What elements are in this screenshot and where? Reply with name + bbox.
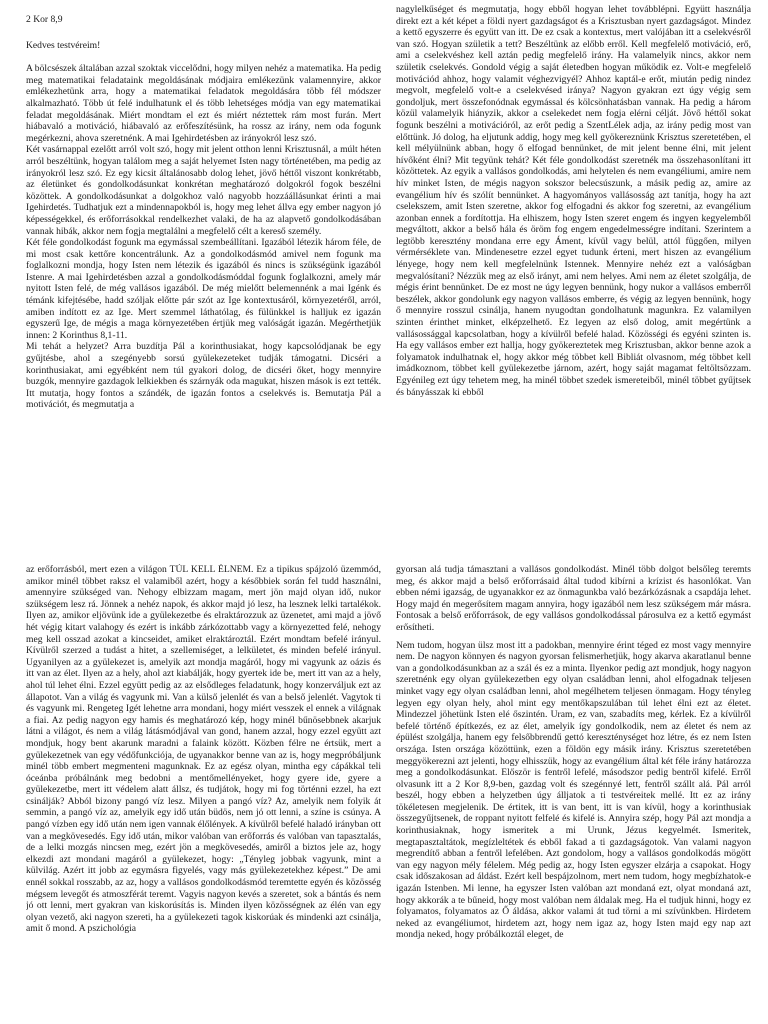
paragraph: Két vasárnappal ezelőtt arról volt szó, hogy mit jelent otthon lenni Krisztusnál, a múlt héten arról beszéltünk, hogyan találom meg a saját helyemet Isten nagy történetében, ma pedig az irányokról lesz szó. Ez egy kicsit általánosabb dolog lehet, jövő héttől viszont konkrétabb, az életünket és gondolkodásunkat konkrétan meghatározó dolgokról fogok beszélni közöttek. A gondolkodásunkat a dolgokhoz való nagyobb hozzáállásunkat érinti a mai Igehirdetés. Tudhatjuk ezt a mindennapokból is, hogy meg lehet állva egy ember nagyon jó képességekkel, és erőforrásokkal rendelkezhet valaki, de ha az alapvető gondolkodásában vannak hibák, akkor nem fogja megtalálni a megfelelő célt a kereső személy. <box>26 144 381 237</box>
page-bottom-left-column <box>26 564 381 1024</box>
paragraph: A bölcsészek általában azzal szoktak viccelődni, hogy milyen nehéz a matematika. Ha pedig meg matematikai feladataink megoldásának módjaira emlékezünk valamennyire, akkor emlékezhetünk arra, hogy a matematikai feladatok megoldására több fél módszer alkalmazható. Több út felé indulhatunk el és több lehetséges módja van egy matematikai feladat megoldásának. Miért mondtam el ezt és miért néztettek rám most furán. Mert hiábavaló a motiváció, hiábavaló az erőfeszítésünk, ha rossz az irány, nem oda fogunk megérkezni, ahova szeretnénk. A mai Igehirdetésben az irányokról lesz szó. <box>26 63 381 144</box>
paragraph: gyorsan alá tudja támasztani a vallásos gondolkodást. Minél több dolgot belsőleg teremts meg, és akkor majd a belső erőforrásaid által tudod kibírni a krízist és hasonlókat. Van ebben némi igazság, de ugyanakkor ez az önmagunkba való bezárkózásnak a csapdája lehet. Hogy majd én megerősítem magam annyira, hogy igazából nem lesz szükségem már másra. Fontosak a belső erőforrások, de egy vallásos gondolkodással párosulva ez a kettő egymást erősítheti. <box>396 564 751 633</box>
paragraph: nagylelkűséget és megmutatja, hogy ebből hogyan lehet továbblépni. Együtt használja direkt ezt a két képet a földi nyert gazdagságot és a Krisztusban nyert gazdagságot. Mindez a kettő egyszerre és együtt van itt. De ez csak a kontextus, mert valójában itt a cselekvésről van szó. Hogyan születik a tett? Beszéltünk az előbb erről. Kell megfelelő motiváció, erő, ami a cselekvéshez kell aztán pedig megfelelő irány. Ha valamelyik nincs, akkor nem születik cselekvés. Gondold végig a saját életedben hogyan működik ez. Volt-e megfelelő motivációd ahhoz, hogy valamit véghezvigyél? Ahhoz kaptál-e erőt, miután pedig nindez megvolt, megfelelő volt-e a cselekvésed iránya? Nagyon gyakran ezt úgy végig sem gondoljuk, mert összefonódnak egymással és kölcsönhatásban vannak. Ha pedig a három közül valamelyik hiányzik, akkor a cselekedet nem fogja elérni célját. Jövő héttől sokat fogunk beszélni a motivációról, az erőt pedig a SzentLélek adja, az irány pedig most van előttünk. Jó dolog, ha eljutunk addig, hogy meg kell gyökereznünk Krisztus szeretetében, el kell mélyülnünk abban, hogy ő elfogad bennünket, de mit jelent benne élni, mit jelent hívőként élni? Mit tegyünk tehát? Két féle gondolkodást szeretnék ma összehasonlítani itt közöttetek. Az egyik a vallásos gondolkodás, ami helytelen és nem evangéliumi, amire nem hív minket Isten, de mégis nagyon sokszor belecsúszunk, a másik pedig az, amire az evangélium hív és szólít bennünket. A hagyományos vallásosság azt tanítja, hogy ha azt cselekszem, amit Isten szeretne, akkor fog elfogadni és akkor fog szeretni, az evangélium azonban ennek a fordítottja. Ha elhiszem, hogy Isten szeret engem és ingyen kegyelemből megváltott, akkor a belső hála és öröm fog engem engedelmességre indítani. Szerintem a legtöbb keresztény mondana erre egy Áment, kívül vagy belül, attól függően, milyen vérmérséklete van. Mindenesetre ezzel egyet tudunk érteni, mert hiszen az evangélium lényege, hogy nem kell megfelelnünk Istennek. Mennyire nehéz ezt a valóságban megvalósítani? Nézzük meg az első irányt, ami nem helyes. Ami nem az életet szolgálja, de mégis érint bennünket. De ez most ne úgy legyen bennünk, hogy nukor a vallásos emberről beszélek, akkor gondolunk egy nagyon vallásos emberre, és végig az legyen bennünk, hogy ő mennyire rosszul csinálja, hanem nyugodtan gondolhatunk magunkra. Ez valamilyen szinten érinthet minket, elképzelhető. Ez legyen az első dolog, amit megértünk a vallásossággal kapcsolatban, hogy a kívülről befelé halad. Közösségi és egyéni szinten is. Ha egy vallásos ember ezt hallja, hogy gyökereztetek meg Krisztusban, akkor benne azok a folyamatok indulhatnak el, hogy akkor még többet kell Bibliát olvasnom, még többet kell imádkoznom, többet kell gyülekezetbe járnom, azért, hogy saját magamat feltöltsözzam. Egyénileg ezt úgy tehetem meg, ha minél többet szedek ismereteiből, minél többet gyűjtsek és bányásszak ki ebből <box>396 4 751 398</box>
page-top-right-column <box>396 4 751 508</box>
bible-reference-heading: 2 Kor 8,9 <box>26 14 63 25</box>
paragraph: Két féle gondolkodást fogunk ma egymással szembeállítani. Igazából létezik három féle, de mi most csak kettőre koncentrálunk. Az a gondolkodásmód amivel nem fogunk ma foglalkozni mondja, hogy Isten nem létezik és igazából és nincs is szükségünk igazából Istenre. A mai Igehirdetésben azzal a gondolkodásmóddal fogunk foglalkozni, amely már nyitott Isten felé, de még vallásos igazából. De még mielőtt belemennénk a mai Igénk és témánk kifejtésébe, hadd szóljak előtte pár szót az Ige kontextusáról, környezetéről, arról, amiben indított ez az Ige. Mert szemmel láthatólag, és fülünkkel is halljuk ez igazán egyszerű Ige, de mégis a maga környezetében értjük meg valóságát igazán. Megérthetjük innen: 2 Korinthus 8,1-11. <box>26 237 381 341</box>
paragraph: Nem tudom, hogyan ülsz most itt a padokban, mennyire érint téged ez most vagy mennyire nem. De nagyon könnyen és nagyon gyorsan felismerhetjük, hogy akarva akaratlanul benne van a gondolkodásunkban az a szál és ez a minta. Ilyenkor pedig azt mondjuk, hogy nagyon szeretnénk egy olyan gyülekezetben egy olyan családban lenni, ahol elfogadnak teljesen minket vagy egy olyan családban lenni, ahol megélhetem teljesen önmagam. Hogy tényleg legyen egy olyan hely, ahol mint egy mentőkapszulában túl lehet élni ezt az életet. Mindezzel jöhetünk Isten elé őszintén. Uram, ez van, szabadíts meg, kérlek. Ez a kívülről befelé történő építkezés, ez az élet, amelyik így gondolkodik, nem az életet és nem az épülést szolgálja, hanem egy felsőbbrendű gettó kereszténységet hoz létre, és ez nem Isten országa. Isten országa közöttünk, ezen a földön egy másik irány. Krisztus szeretetében meggyökerezni azt jelenti, hogy elhisszük, hogy az evangélium által két féle irány határozza meg a gondolkodásunkat. Először is fentről lefelé, másodszor pedig bentről kifelé. Erről olvasunk itt a 2 Kor 8,9-ben, gazdag volt és szegénnyé lett, fentről szállt alá. Pál arról beszél, hogy ebben a helyzetben úgy álljatok a ti testvéreitek mellé. Itt ez az irány tökéletesen megjelenik. De értitek, itt is van bent, itt is van kívül, hogy a korinthusiak összegyűjtsenek, de roppant nyitott felfelé és kifelé is. Annyira szép, hogy Pál azt mondja a korinthusiaknak, hogy ismeritek a mi Urunk, Jézus kegyelmét. Ismeritek, megtapasztaltátok, megízleltétek és ebből fakad a ti gazdagságotok. Van valami nagyon megrendítő abban a fentről lefelében. Azt gondolom, hogy a vallásos gondolkodás mögött van egy nagyon mély félelem. Még pedig az, hogy Isten egyszer elzárja a csapokat. Hogy csak időszakosan ad áldást. Ezért kell bespájzolnom, mert nem tudom, hogy megbízhatok-e igazán Istenben. Mi lenne, ha egyszer Isten valóban azt mondaná ezt, olyat mondaná azt, hogy akkorák a te bűneid, hogy most valóban nem áldalak meg. Ha el tudjuk hinni, hogy ez folyamatos, folyamatos az Ő áldása, akkor valami át tud törni a mi szívünkben. Hirdetem neked az evangéliumot, hirdetem azt, hogy nem igaz az, hogy Isten majd egy nap azt mondja neked, hogy próbálkoztál eleget, de <box>396 639 751 941</box>
salutation: Kedves testvéreim! <box>26 39 101 51</box>
document-page-bottom <box>0 512 768 1024</box>
paragraph: az erőforrásból, mert ezen a világon TÚL KELL ÉLNEM. Ez a tipikus spájzoló üzemmód, amikor minél többet raksz el valamiből azért, hogy a későbbiek során fel tudd használni, amennyire szükséged van. Nehogy elbizzam magam, mert jön majd olyan idő, nukor szükségem lesz rá. Jönnek a nehéz napok, és akkor majd jó lesz, ha lesznek lelki tartalékok. Ilyen az, amikor eljövünk ide a gyülekezetbe és elraktározzuk az üzenetet, ami majd a jövő hét végig kitart valahogy és ezért is inkább zárkózottabb vagy a környezetted felé, nehogy meg kell osszad azokat a kincseidet, amiket elraktároztál. Ezért mondtam befelé irányul. Kívülről szerzed a tudást a hitet, a szellemiséget, a lelkületet, és minden befelé irányul. Ugyanilyen az a gyülekezet is, amelyik azt mondja magáról, hogy mi vagyunk az oázis és itt van az élet. Ilyen az a hely, ahol azt kiabálják, hogy gyertek ide be, mert itt van az a hely, ahol túl lehet élni. Ezzel együtt pedig az az elsődleges feladatunk, hogy konzerváljuk ezt az állapotot. Van a világ és vagyunk mi. Van a külső jelenlét és van a belső jelenlét. Vagytok ti és vagyunk mi. Rengeteg Igét lehetne arra mondani, hogy miért vesszek el ennek a világnak a fiai. Az pedig nagyon egy hamis és meghatározó kép, hogy minél bűnösebbnek akarjuk látni a világot, és nem a világ látásmódjával van gond, hanem azzal, hogy ezzel együtt azt mondjuk, hogy bent akarunk maradni a falaink között. Közben félre ne értsük, mert a gyülekezetnek van egy védőfunkciója, de ugyanakkor benne van az is, hogy megpróbáljunk minél több embert megmenteni magunknak. Ez az egész olyan, mintha egy cápákkal teli óceánba próbálnánk meg bedobni a mentőmellényeket, hogy gyere ide, gyere a gyülekezetbe, mert itt védelem alatt állsz, és tudjátok, hogy mi fog történni ezzel, ha ezt csinálják? Abból bizony pangó víz lesz. Milyen a pangó víz? Az, amelyik nem folyik át semmin, a pangó víz az, amelyik egy idő után büdös, nem jó ott lenni, a színe is csúnya. A pangó vízben egy idő után nem igen vannak élőlények. A kívülről befelé haladó irányban ott van a megkövesedés. Egy idő után, mikor valóban van erőforrás és valóban van tapasztalás, de a lelki mozgás nincsen meg, ezért jön a megkövesedés, amiről a biztos jele az, hogy elkezdi azt mondani magáról a gyülekezet, hogy: „Tényleg jobbak vagyunk, mint a külvilág. Azért itt jobb az egymásra figyelés, vagy más gyülekezetekhez képest.” De ami ennél sokkal rosszabb, az az, hogy a vallásos gondolkodásmód teremtette egyén és közösség mégsem levegőt és atmoszférát teremt. Vagyis nagyon kevés a szeretet, sok a bántás és nem jó ott lenni, mert gyakran van kiskorúsítás is. Minden ilyen közösségnek az élén van egy olyan vezető, aki nagyon szereti, ha a gyülekezeti tagok kiskorúak és mindenki azt csinálja, amit ő mond. A pszichológia <box>26 564 381 935</box>
page-top-left-column <box>26 4 381 508</box>
paragraph: Mi tehát a helyzet? Arra buzdítja Pál a korinthusiakat, hogy kapcsolódjanak be egy gyűjtésbe, ahol a szegényebb sorsú gyülekezeteket tudják támogatni. Dicséri a korinthusiakat, ami egyébként nem túl gyakori dolog, de dicséri őket, hogy mennyire buzgók, mennyire gazdagok lelkiekben és szárnyák oda magukat, hiszen mások is ezt tették. Itt mutatja, hogy fontos a szándék, de igazán fontos a cselekvés is. Bemutatja Pál a motivációt, és megmutatja a <box>26 341 381 411</box>
page-bottom-right-column <box>396 564 751 1024</box>
